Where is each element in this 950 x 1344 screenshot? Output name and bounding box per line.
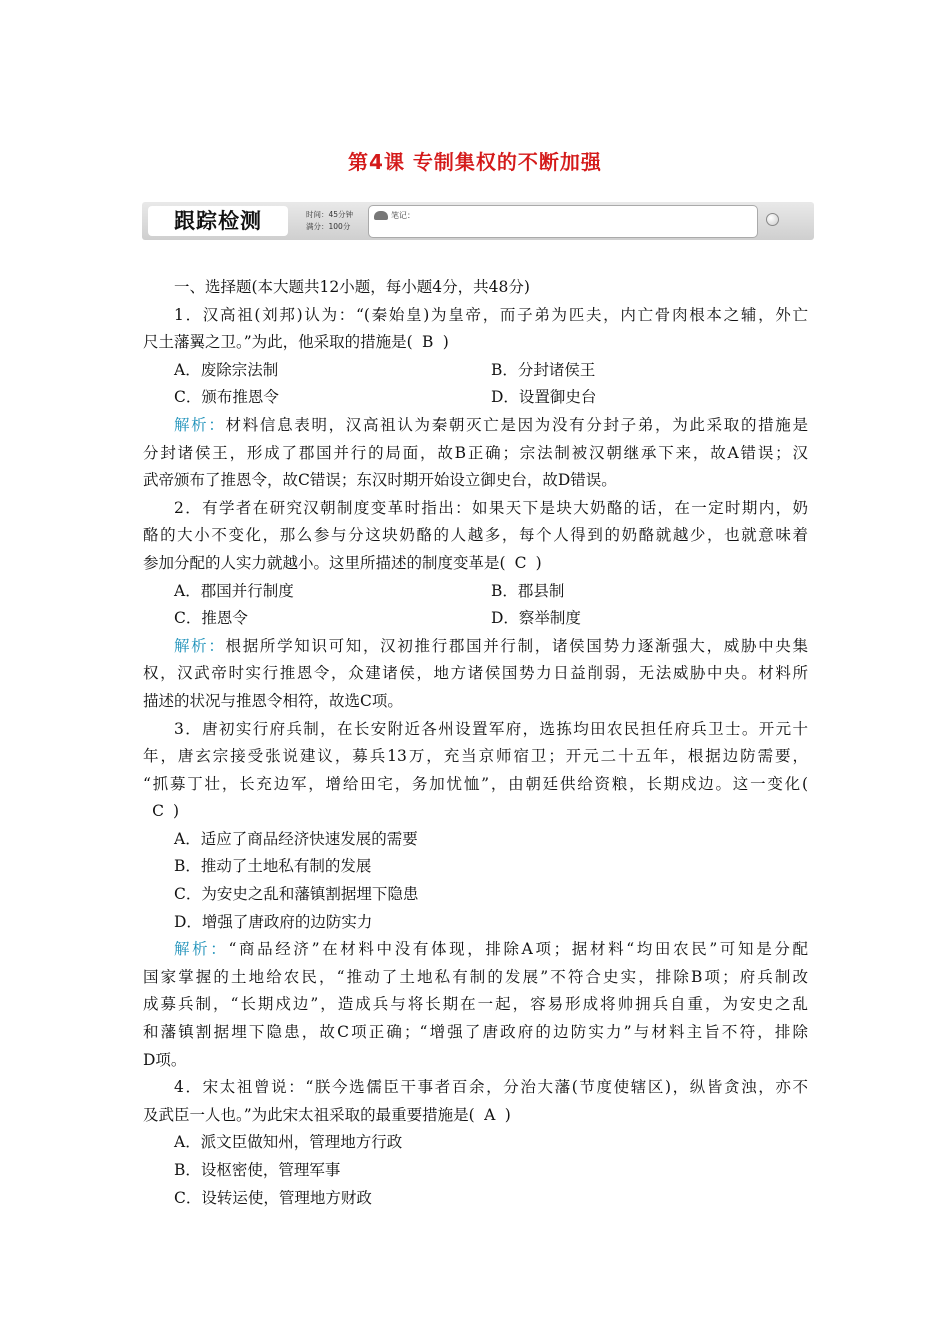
q2-explain-line2: 权，汉武帝时实行推恩令，众建诸侯，地方诸侯国势力日益削弱，无法威胁中央。材料所 — [143, 664, 808, 683]
q2-option-a: A．郡国并行制度 — [174, 581, 294, 600]
q3-answer: C — [152, 802, 164, 821]
q2-option-d: D．察举制度 — [491, 609, 581, 628]
cloud-icon — [374, 211, 388, 220]
time-limit: 时间：45分钟 — [306, 210, 354, 219]
q4-option-c: C．设转运使，管理地方财政 — [174, 1188, 372, 1207]
full-score: 满分：100分 — [306, 222, 351, 231]
q3-option-b: B．推动了土地私有制的发展 — [174, 857, 372, 876]
globe-icon — [766, 213, 779, 226]
exercise-content — [143, 274, 808, 1212]
q1-option-d: D．设置御史台 — [491, 388, 597, 407]
q3-explain-line5: D项。 — [143, 1050, 187, 1069]
q2-stem-line3: 参加分配的人实力就越小。这里所描述的制度变革是( C ) — [143, 550, 808, 578]
q1-option-c: C．颁布推恩令 — [174, 388, 279, 407]
q3-explain-line2: 国家掌握的土地给农民，“推动了土地私有制的发展”不符合史实，排除B项；府兵制改 — [143, 967, 808, 986]
q1-option-a: A．废除宗法制 — [174, 360, 279, 379]
q3-stem-line1: 3．唐初实行府兵制，在长安附近各州设置军府，选拣均田农民担任府兵卫士。开元十 — [174, 719, 808, 738]
q2-stem-line2: 酪的大小不变化，那么参与分这块奶酪的人越多，每个人得到的奶酪就越少，也就意味着 — [143, 526, 808, 545]
q4-stem-line2: 及武臣一人也。”为此宋太祖采取的最重要措施是( A ) — [143, 1102, 808, 1130]
q3-option-d: D．增强了唐政府的边防实力 — [174, 912, 373, 931]
q4-stem-line1: 4．宋太祖曾说：“朕今选儒臣干事者百余，分治大藩(节度使辖区)，纵皆贪浊，亦不 — [174, 1078, 808, 1097]
q2-explain-line1: 解析：根据所学知识可知，汉初推行郡国并行制，诸侯国势力逐渐强大，威胁中央集 — [174, 636, 808, 655]
explain-label: 解析： — [174, 940, 229, 959]
q4-answer: A — [484, 1105, 496, 1124]
q3-explain-line1: 解析：“商品经济”在材料中没有体现，排除A项；据材料“均田农民”可知是分配 — [174, 940, 808, 959]
q3-option-a: A．适应了商品经济快速发展的需要 — [174, 829, 418, 848]
q1-option-b: B．分封诸侯王 — [491, 360, 596, 379]
q3-stem-line3: “抓募丁壮，长充边军，增给田宅，务加忧恤”，由朝廷供给资粮，长期戍边。这一变化( — [143, 774, 808, 793]
q3-explain-line3: 成募兵制，“长期戍边”，造成兵与将长期在一起，容易形成将帅拥兵自重，为安史之乱 — [143, 995, 808, 1014]
q4-option-b: B．设枢密使，管理军事 — [174, 1161, 341, 1179]
q3-option-c: C．为安史之乱和藩镇割据埋下隐患 — [174, 885, 419, 904]
notes-field[interactable] — [368, 205, 758, 238]
q1-options-row2 — [143, 384, 808, 412]
q1-stem-line1: 1．汉高祖(刘邦)认为：“(秦始皇)为皇帝，而子弟为匹夫，内亡骨肉根本之辅，外亡 — [174, 305, 808, 324]
q3-explain-line4: 和藩镇割据埋下隐患，故C项正确；“增强了唐政府的边防实力”与材料主旨不符，排除 — [143, 1023, 808, 1042]
q3-stem-line4: C ) — [143, 798, 808, 826]
q1-explain-line3: 武帝颁布了推恩令，故C错误；东汉时期开始设立御史台，故D错误。 — [143, 471, 617, 490]
q2-option-c: C．推恩令 — [174, 609, 248, 628]
section-header: 一、选择题(本大题共12小题，每小题4分，共48分) — [174, 278, 530, 296]
q1-stem-line2: 尺土藩翼之卫。”为此，他采取的措施是( B ) — [143, 329, 808, 357]
q2-option-b: B．郡县制 — [491, 581, 565, 600]
banner-meta — [306, 209, 353, 233]
page-title: 第4课 专制集权的不断加强 — [348, 150, 602, 174]
tracking-banner — [142, 202, 814, 240]
q2-explain-line3: 描述的状况与推恩令相符，故选C项。 — [143, 691, 403, 710]
q4-option-a: A．派文臣做知州，管理地方行政 — [174, 1133, 403, 1152]
q2-options-row1 — [143, 578, 808, 606]
banner-label: 跟踪检测 — [148, 206, 288, 236]
q2-stem-line1: 2．有学者在研究汉朝制度变革时指出：如果天下是块大奶酪的话，在一定时期内，奶 — [174, 498, 808, 517]
notes-label: 笔记： — [391, 211, 415, 220]
q1-answer: B — [422, 333, 434, 352]
q1-options-row1 — [143, 357, 808, 385]
q1-explain-line1: 解析：材料信息表明，汉高祖认为秦朝灭亡是因为没有分封子弟，为此采取的措施是 — [174, 415, 808, 434]
explain-label: 解析： — [174, 636, 226, 655]
explain-label: 解析： — [174, 415, 226, 434]
q2-answer: C — [514, 553, 527, 572]
q2-options-row2 — [143, 605, 808, 633]
q3-stem-line2: 年，唐玄宗接受张说建议，募兵13万，充当京师宿卫；开元二十五年，根据边防需要， — [143, 747, 808, 766]
q1-explain-line2: 分封诸侯王，形成了郡国并行的局面，故B正确；宗法制被汉朝继承下来，故A错误；汉 — [143, 443, 808, 462]
